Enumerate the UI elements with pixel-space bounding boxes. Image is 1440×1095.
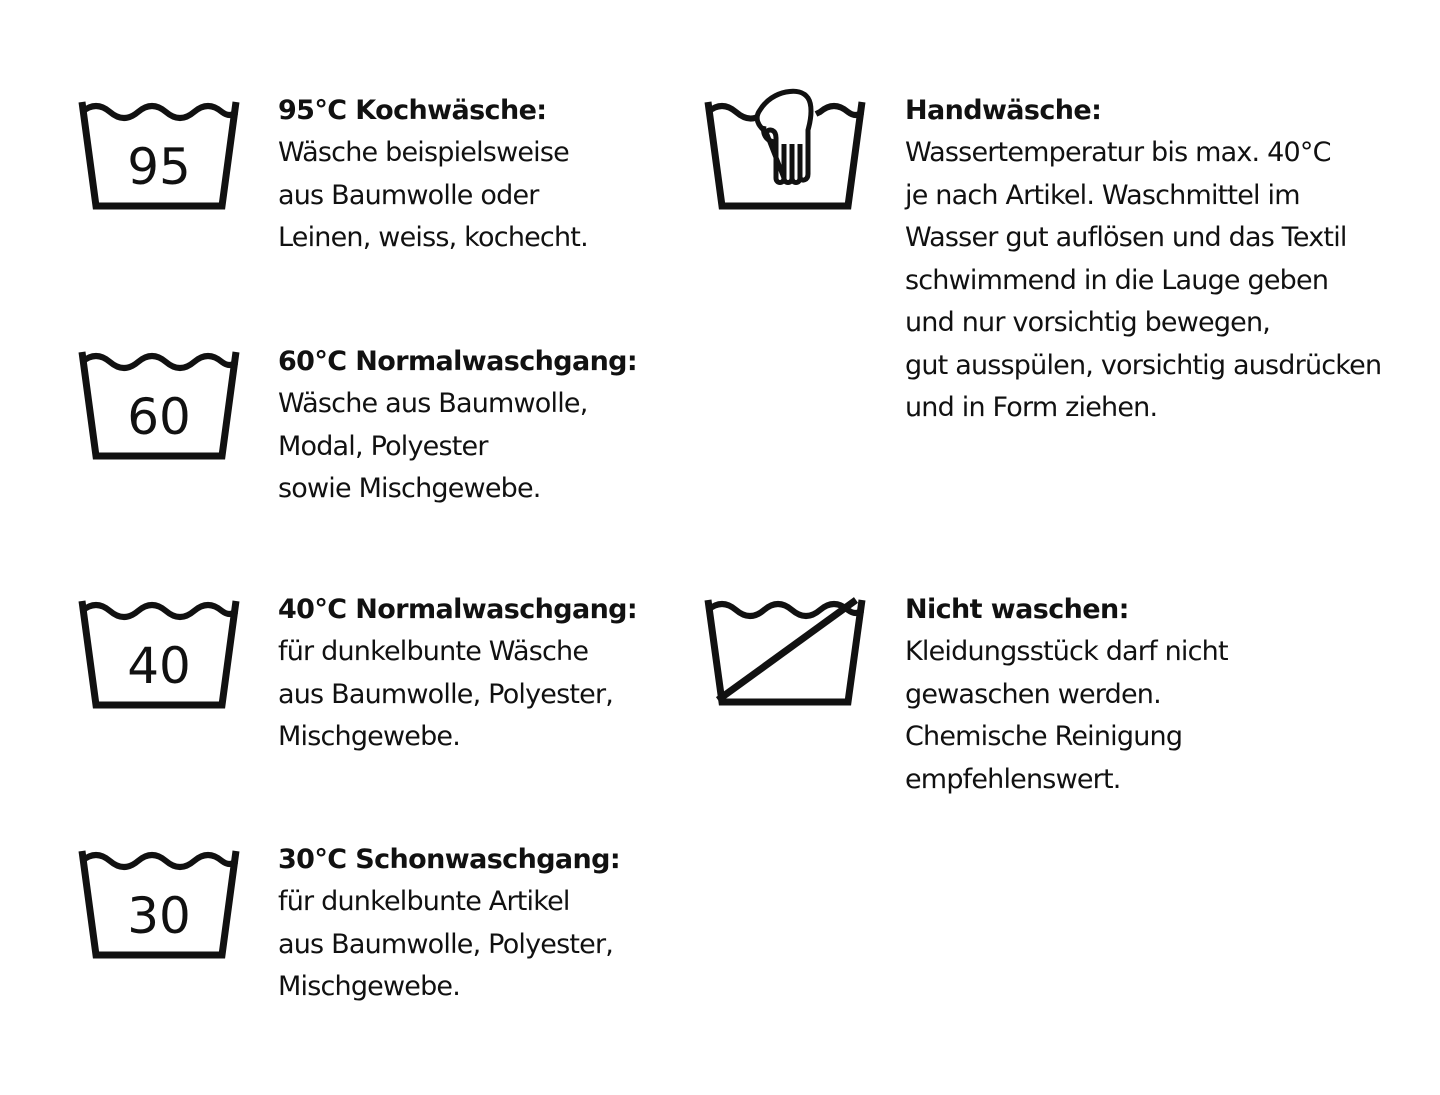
- do-not-wash-title: Nicht waschen:: [905, 594, 1129, 625]
- hand-wash-line-1: Wassertemperatur bis max. 40°C: [905, 137, 1331, 168]
- do-not-wash-line-1: Kleidungsstück darf nicht: [905, 636, 1228, 667]
- wash-40-line-3: Mischgewebe.: [278, 721, 460, 752]
- wash-60-line-1: Wäsche aus Baumwolle,: [278, 388, 588, 419]
- wash-40-line-2: aus Baumwolle, Polyester,: [278, 678, 614, 710]
- wash-40-title: 40°C Normalwaschgang:: [278, 594, 638, 625]
- hand-wash-line-3: Wasser gut auflösen und das Textil: [905, 222, 1347, 253]
- wash-60-number: 60: [127, 388, 191, 446]
- wash-60-line-2: Modal, Polyester: [278, 430, 488, 462]
- hand-wash-title: Handwäsche:: [905, 95, 1102, 126]
- wash-60-line-3: sowie Mischgewebe.: [278, 473, 541, 504]
- hand-wash-line-4: schwimmend in die Lauge geben: [905, 264, 1329, 296]
- wash-95-title: 95°C Kochwäsche:: [278, 95, 547, 126]
- hand-wash-line-7: und in Form ziehen.: [905, 392, 1158, 423]
- wash-40-number: 40: [127, 637, 191, 695]
- wash-30-number: 30: [127, 887, 191, 945]
- wash-30-line-2: aus Baumwolle, Polyester,: [278, 928, 614, 960]
- do-not-wash-line-4: empfehlenswert.: [905, 763, 1121, 795]
- hand-wash-line-5: und nur vorsichtig bewegen,: [905, 307, 1271, 338]
- wash-95-line-2: aus Baumwolle oder: [278, 179, 539, 211]
- wash-95-icon: [78, 98, 240, 210]
- wash-30-line-1: für dunkelbunte Artikel: [278, 886, 570, 917]
- hand-wash-line-2: je nach Artikel. Waschmittel im: [905, 179, 1300, 211]
- hand-wash-line-6: gut ausspülen, vorsichtig ausdrücken: [905, 349, 1382, 381]
- wash-95-number: 95: [127, 138, 191, 196]
- wash-40-icon: [78, 597, 240, 709]
- hand-wash-icon: [704, 86, 866, 210]
- wash-40-line-1: für dunkelbunte Wäsche: [278, 636, 589, 667]
- wash-95-line-3: Leinen, weiss, kochecht.: [278, 222, 588, 253]
- do-not-wash-line-3: Chemische Reinigung: [905, 721, 1183, 752]
- wash-60-icon: [78, 348, 240, 460]
- wash-95-line-1: Wäsche beispielsweise: [278, 137, 569, 168]
- wash-30-title: 30°C Schonwaschgang:: [278, 844, 621, 875]
- do-not-wash-icon: [704, 596, 866, 708]
- wash-60-title: 60°C Normalwaschgang:: [278, 346, 638, 377]
- do-not-wash-line-2: gewaschen werden.: [905, 678, 1161, 710]
- wash-30-icon: [78, 847, 240, 959]
- wash-30-line-3: Mischgewebe.: [278, 971, 460, 1002]
